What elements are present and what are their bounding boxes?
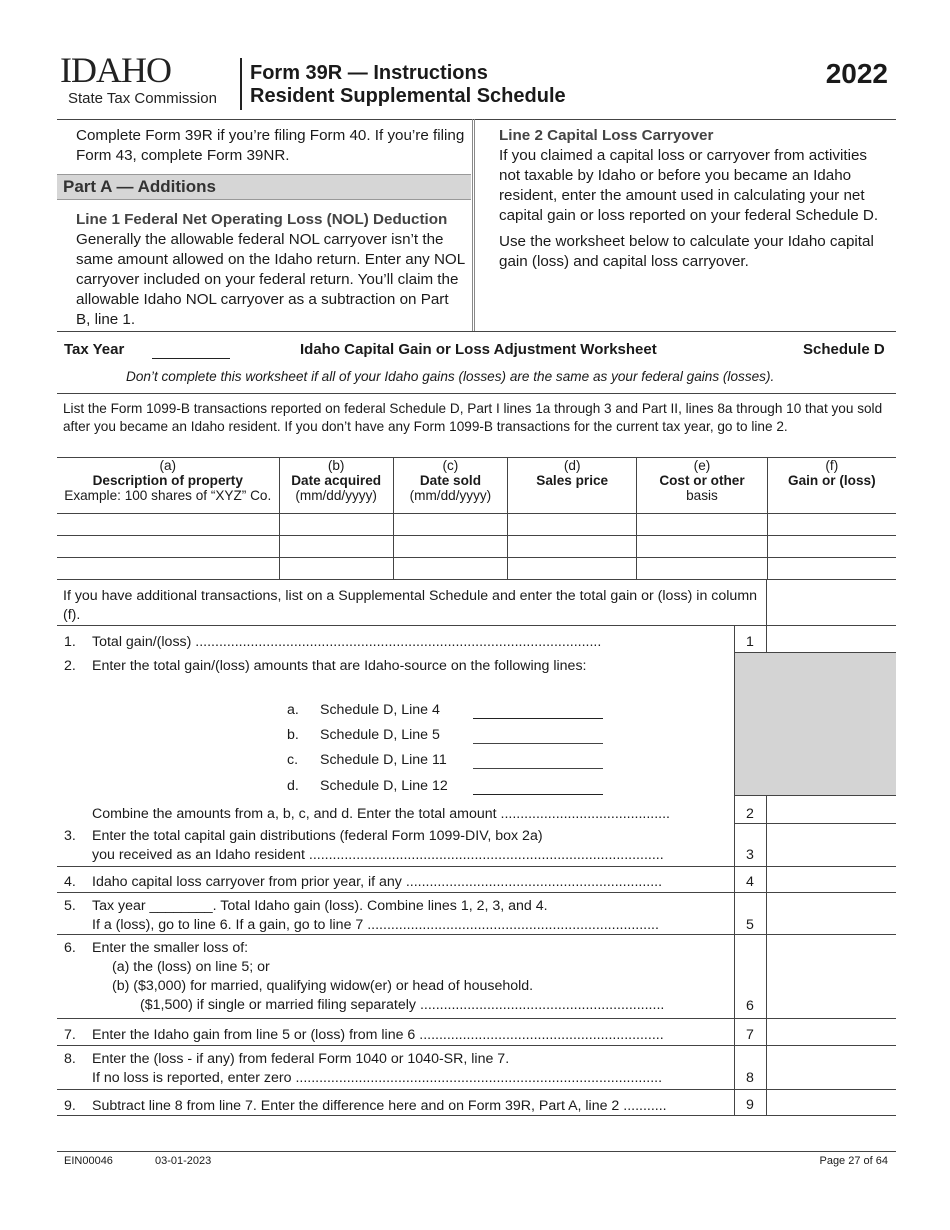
line9-bottom xyxy=(57,1115,896,1116)
line9-text: Subtract line 8 from line 7. Enter the difference here and on Form 39R, Part A, line 2 ........... xyxy=(92,1098,667,1114)
agency-name: State Tax Commission xyxy=(68,90,217,107)
line6-text-c: (b) ($3,000) for married, qualifying widow(er) or head of household. xyxy=(112,978,534,994)
tax-year-label: Tax Year xyxy=(64,341,125,358)
line6-amount[interactable] xyxy=(767,935,896,1018)
schedule-label: Schedule D xyxy=(803,341,885,358)
line6-text-b: (a) the (loss) on line 5; or xyxy=(112,959,270,975)
table-row[interactable] xyxy=(57,558,896,580)
tax-year-field[interactable] xyxy=(152,358,230,359)
line9-num: 9. xyxy=(64,1098,76,1114)
line2-heading: Line 2 Capital Loss Carryover xyxy=(499,127,714,144)
line3-amount[interactable] xyxy=(767,824,896,866)
table-row[interactable] xyxy=(57,536,896,558)
line2c-text: Schedule D, Line 11 xyxy=(320,752,447,768)
form-title-line1: Form 39R — Instructions xyxy=(250,62,488,84)
line8-text-b: If no loss is reported, enter zero ............................................................................................. xyxy=(92,1070,663,1086)
worksheet-title: Idaho Capital Gain or Loss Adjustment Worksheet xyxy=(300,341,657,358)
note-rule xyxy=(57,393,896,394)
line5-box-num: 5 xyxy=(746,917,754,933)
line2-text: Enter the total gain/(loss) amounts that are Idaho-source on the following lines: xyxy=(92,658,587,674)
line4-box-num: 4 xyxy=(746,874,754,890)
line2c-field[interactable] xyxy=(473,768,603,769)
worksheet-note: Don’t complete this worksheet if all of your Idaho gains (losses) are the same as your federal gains (losses). xyxy=(126,369,775,384)
line7-num: 7. xyxy=(64,1027,76,1043)
transactions-table xyxy=(57,457,896,580)
line2d-letter: d. xyxy=(287,778,299,794)
shaded-area xyxy=(735,653,896,795)
line5-amount[interactable] xyxy=(767,893,896,934)
line2d-field[interactable] xyxy=(473,794,603,795)
line7-box-num: 7 xyxy=(746,1027,754,1043)
form-title xyxy=(250,62,566,108)
col-a-header: (a) Description of property Example: 100 shares of “XYZ” Co. xyxy=(57,458,279,514)
line8-num: 8. xyxy=(64,1051,76,1067)
form-code: EIN00046 xyxy=(64,1155,113,1167)
line2a-letter: a. xyxy=(287,702,299,718)
additional-box-border xyxy=(766,580,767,625)
line1-num: 1. xyxy=(64,634,76,650)
table-row[interactable] xyxy=(57,514,896,536)
worksheet-instructions: List the Form 1099-B transactions reported on federal Schedule D, Part I lines 1a through 3 and Part II, lines 8a through 10 that you sold after you became an Idaho resident. If you don’t have any Form 1099-B transactions for the current tax year, go to line 2. xyxy=(63,401,883,434)
col-e-header: (e) Cost or other basis xyxy=(637,458,767,514)
header-rule xyxy=(57,119,896,120)
line2a-text: Schedule D, Line 4 xyxy=(320,702,440,718)
form-title-line2: Resident Supplemental Schedule xyxy=(250,85,566,107)
line4-text: Idaho capital loss carryover from prior year, if any ................................................................. xyxy=(92,874,663,890)
revision-date: 03-01-2023 xyxy=(155,1155,212,1167)
line2-body: If you claimed a capital loss or carryover from activities not taxable by Idaho or before you became an Idaho resident, enter the amount used in calculating your net capital gain or loss reported on your federal Schedule D. xyxy=(499,147,879,224)
line2-section xyxy=(499,126,879,272)
line6-text-a: Enter the smaller loss of: xyxy=(92,940,249,956)
line6-box-num: 6 xyxy=(746,998,754,1014)
line4-amount[interactable] xyxy=(767,867,896,892)
line9-box-num: 9 xyxy=(746,1097,754,1113)
line5-text-b: If a (loss), go to line 6. If a gain, go to line 7 .......................................................................... xyxy=(92,917,659,933)
footer-rule xyxy=(57,1151,896,1152)
line1-heading: Line 1 Federal Net Operating Loss (NOL) Deduction xyxy=(76,211,448,228)
header-divider xyxy=(240,58,242,110)
line8-box-num: 8 xyxy=(746,1070,754,1086)
intro-text: Complete Form 39R if you’re filing Form 40. If you’re filing Form 43, complete Form 39NR. xyxy=(76,127,465,164)
line6-num: 6. xyxy=(64,940,76,956)
col-f-header: (f) Gain or (loss) xyxy=(767,458,896,514)
line3-box-num: 3 xyxy=(746,847,754,863)
line2-body-2: Use the worksheet below to calculate your Idaho capital gain (loss) and capital loss carryover. xyxy=(499,233,874,270)
form-year: 2022 xyxy=(825,58,888,89)
page-number: Page 27 of 64 xyxy=(819,1155,888,1167)
col-b-header: (b) Date acquired (mm/dd/yyyy) xyxy=(279,458,393,514)
line1-bottom xyxy=(735,652,896,653)
line6-text-d: ($1,500) if single or married filing separately .............................................................. xyxy=(140,997,665,1013)
line3-text-a: Enter the total capital gain distributions (federal Form 1099-DIV, box 2a) xyxy=(92,828,543,844)
line2c-letter: c. xyxy=(287,752,299,768)
intro-left xyxy=(76,126,466,166)
line1-body: Generally the allowable federal NOL carryover isn’t the same amount allowed on the Idaho return. Enter any NOL carryover included on your federal return. You’ll claim the allowable Idaho NOL carryover as a subtraction on Part B, line 1. xyxy=(76,231,465,328)
line2-box-num: 2 xyxy=(746,806,754,822)
line5-text-a: Tax year ________. Total Idaho gain (loss). Combine lines 1, 2, 3, and 4. xyxy=(92,898,548,914)
col-d-header: (d) Sales price xyxy=(508,458,637,514)
line5-num: 5. xyxy=(64,898,76,914)
column-divider xyxy=(472,119,475,331)
line1-box-num: 1 xyxy=(746,634,754,650)
idaho-logo: IDAHO xyxy=(60,50,171,90)
line2b-text: Schedule D, Line 5 xyxy=(320,727,440,743)
line8-text-a: Enter the (loss - if any) from federal Form 1040 or 1040-SR, line 7. xyxy=(92,1051,510,1067)
line3-num: 3. xyxy=(64,828,76,844)
line2d-text: Schedule D, Line 12 xyxy=(320,778,448,794)
line9-amount[interactable] xyxy=(767,1090,896,1115)
col-c-header: (c) Date sold (mm/dd/yyyy) xyxy=(393,458,507,514)
line4-num: 4. xyxy=(64,874,76,890)
line1-amount[interactable] xyxy=(767,626,896,652)
line7-amount[interactable] xyxy=(767,1019,896,1045)
line7-text: Enter the Idaho gain from line 5 or (loss) from line 6 .............................................................. xyxy=(92,1027,664,1043)
line2b-field[interactable] xyxy=(473,743,603,744)
table-header-row xyxy=(57,458,896,514)
line1-text: Total gain/(loss) ....................................................................................................... xyxy=(92,634,602,650)
line2-num: 2. xyxy=(64,658,76,674)
line3-text-b: you received as an Idaho resident .......................................................................................... xyxy=(92,847,664,863)
part-a-heading: Part A — Additions xyxy=(57,174,471,200)
line2a-field[interactable] xyxy=(473,718,603,719)
line2-amount[interactable] xyxy=(767,796,896,823)
intro-bottom-rule xyxy=(57,331,896,332)
line1-section xyxy=(76,210,466,330)
line2-combine-text: Combine the amounts from a, b, c, and d. Enter the total amount ........................................... xyxy=(92,806,671,822)
line8-amount[interactable] xyxy=(767,1046,896,1089)
line2b-letter: b. xyxy=(287,727,299,743)
additional-transactions-note: If you have additional transactions, list on a Supplemental Schedule and enter the total gain or (loss) in column (f). xyxy=(63,588,758,623)
